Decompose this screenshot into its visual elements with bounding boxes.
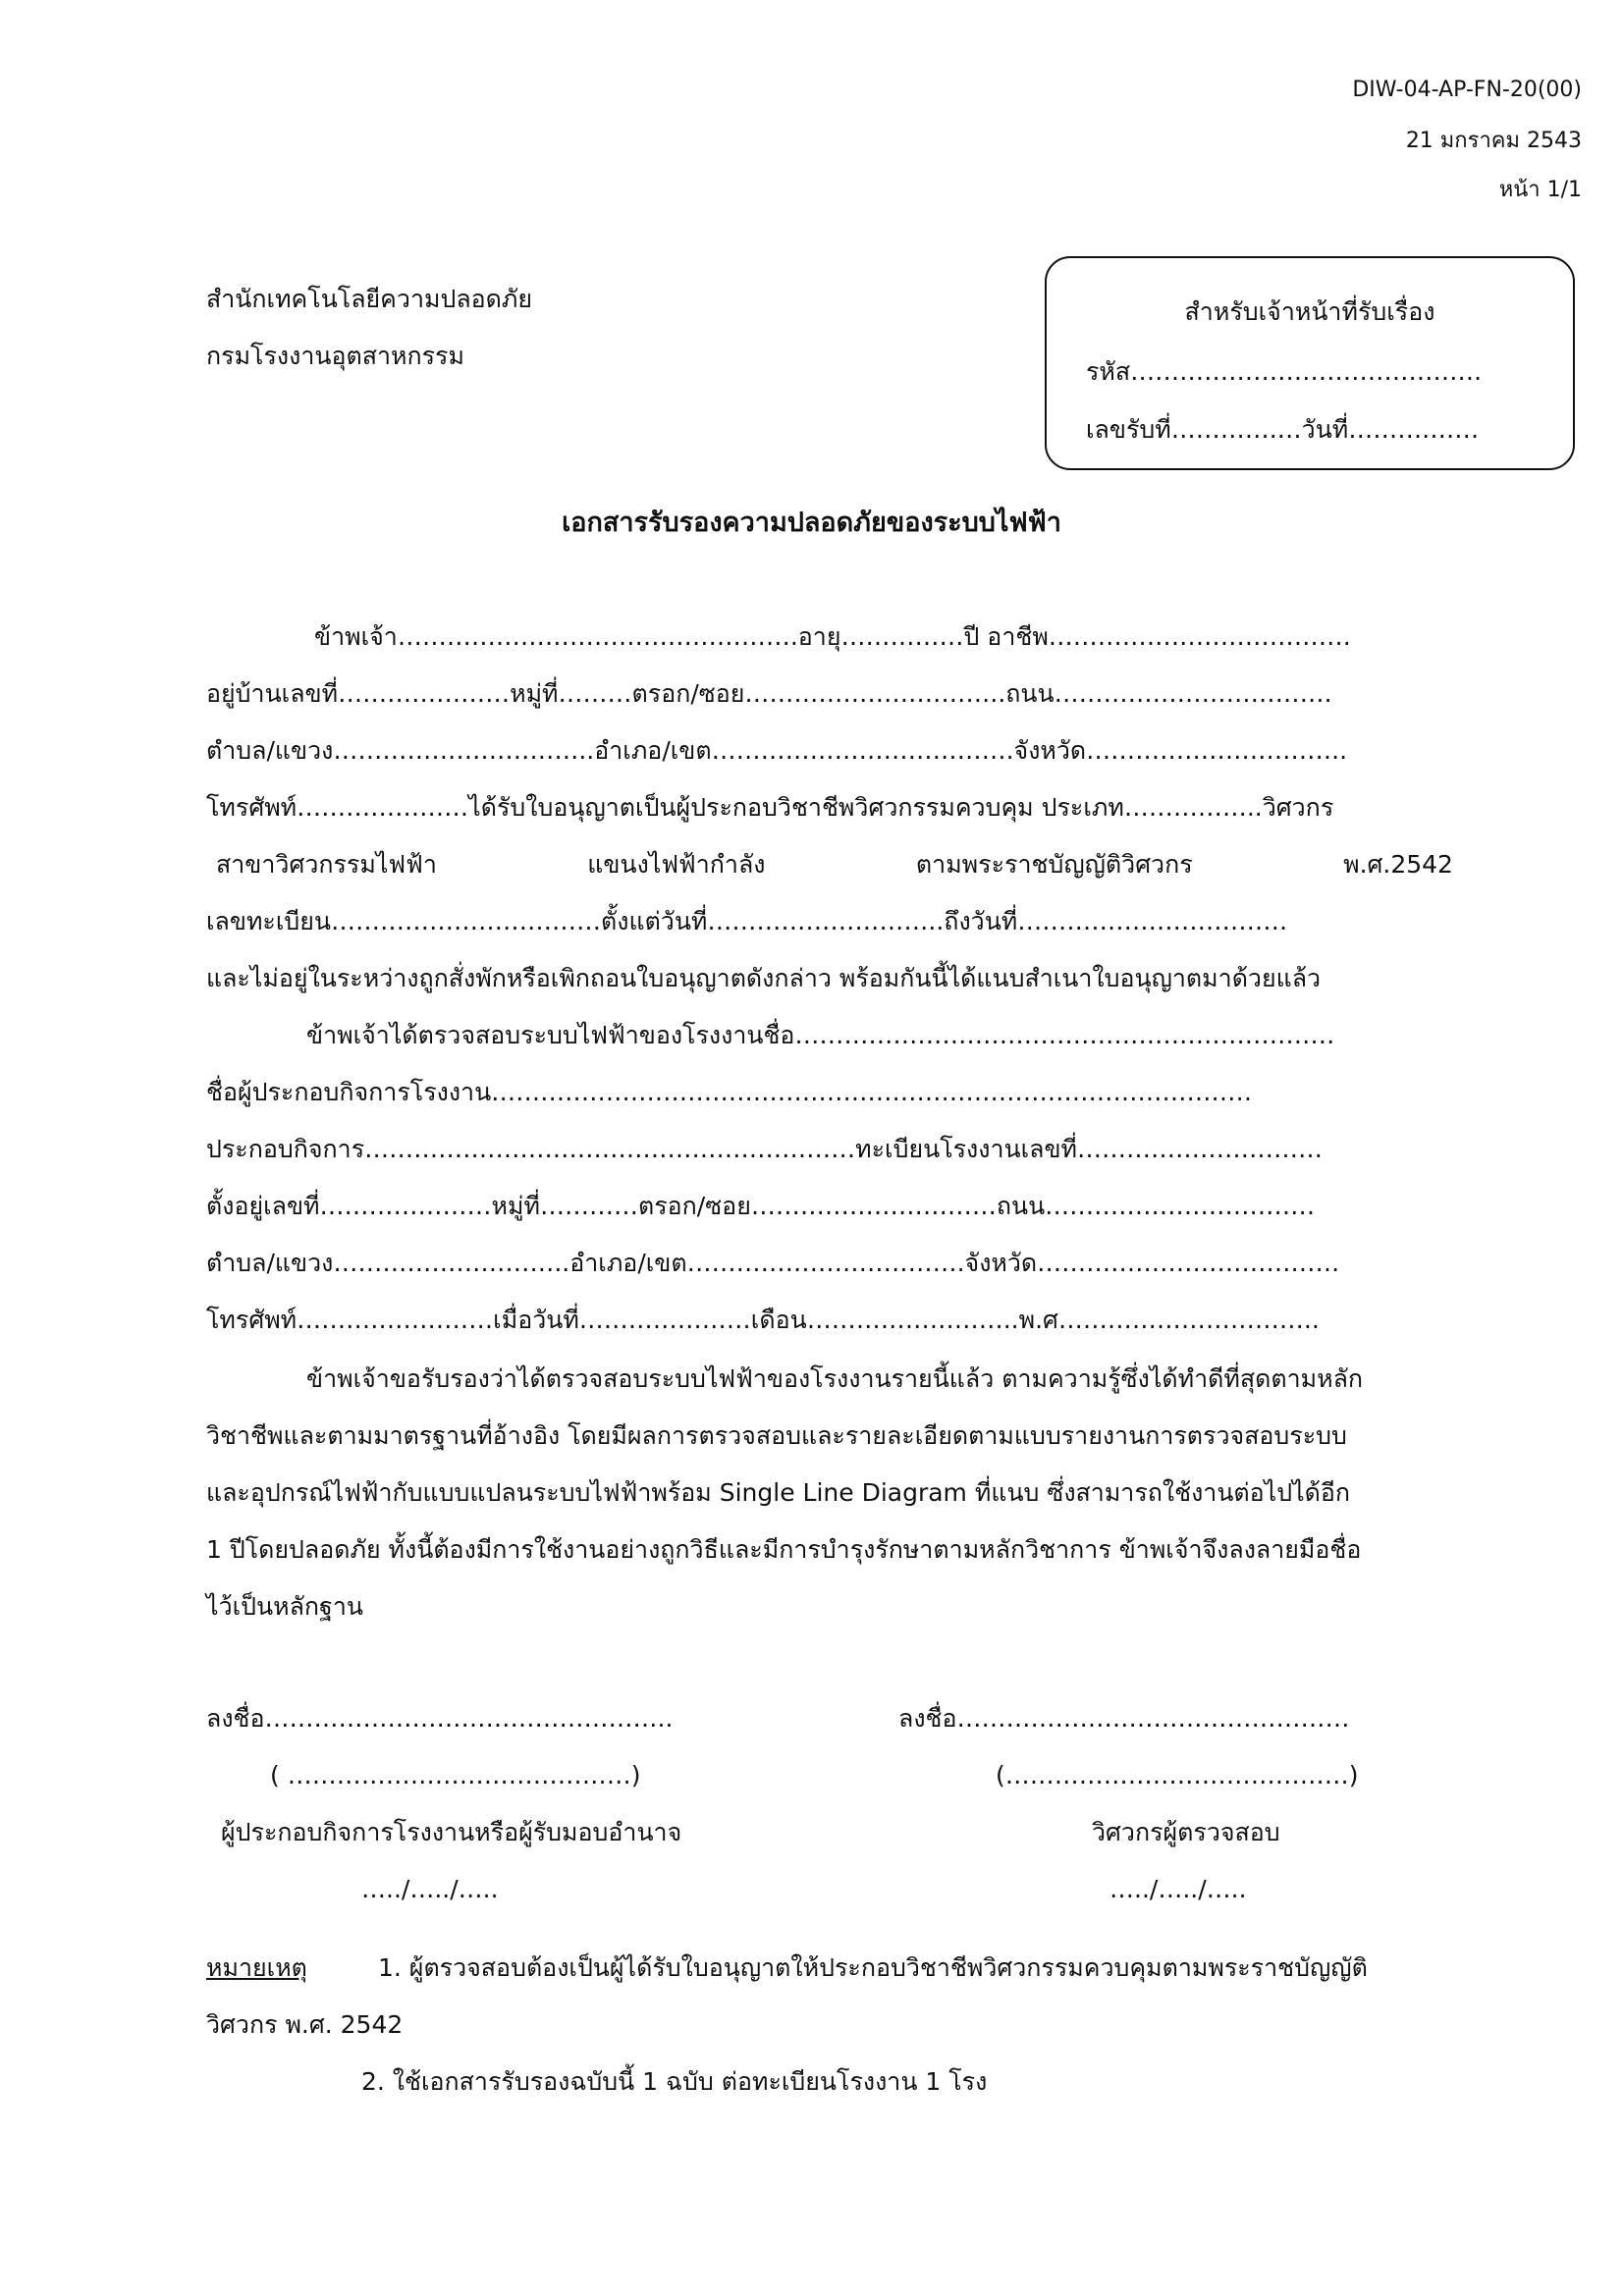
certification-paragraph-line-3: และอุปกรณ์ไฟฟ้ากับแบบแปลนระบบไฟฟ้าพร้อม Single Line Diagram ที่แนบ ซึ่งสามารถใช้งานต่อไปได้อีก — [206, 1478, 1351, 1507]
agency-department: กรมโรงงานอุตสาหกรรม — [206, 342, 464, 370]
operator-signature-line: ลงชื่อ………………………………………….. — [206, 1704, 674, 1733]
engineer-role: วิศวกรผู้ตรวจสอบ — [1092, 1818, 1280, 1846]
officer-box-title: สำหรับเจ้าหน้าที่รับเรื่อง — [1184, 297, 1435, 326]
factory-district-line: ตำบล/แขวง………………………..อำเภอ/เขต…………………………….จังหวัด………………………………. — [206, 1249, 1340, 1277]
officer-receipt-field: เลขรับที่………….…วันที่……….…… — [1086, 415, 1480, 444]
inspection-date-line: โทรศัพท์……………………เมื่อวันที่…………………เดือน……………………..พ.ศ………………………….. — [206, 1306, 1320, 1334]
officer-code-field: รหัส……………………………………. — [1086, 357, 1483, 386]
note-1: 1. ผู้ตรวจสอบต้องเป็นผู้ได้รับใบอนุญาตให้ประกอบวิชาชีพวิศวกรรมควบคุมตามพระราชบัญญัติ — [378, 1953, 1368, 1982]
operator-name-parentheses: ( ……………………………………) — [270, 1761, 641, 1789]
certification-paragraph-line-1: ข้าพเจ้าขอรับรองว่าได้ตรวจสอบระบบไฟฟ้าของโรงงานรายนี้แล้ว ตามความรู้ซึ่งได้ทำดีที่สุดตามหลัก — [306, 1364, 1364, 1393]
district-line: ตำบล/แขวง…………………………..อำเภอ/เขต……………………………….จังหวัด………………………….. — [206, 736, 1348, 765]
note-2: 2. ใช้เอกสารรับรองฉบับนี้ 1 ฉบับ ต่อทะเบียนโรงงาน 1 โรง — [361, 2067, 988, 2096]
page-title: เอกสารรับรองความปลอดภัยของระบบไฟฟ้า — [562, 507, 1061, 538]
license-line: โทรศัพท์…………………ได้รับใบอนุญาตเป็นผู้ประกอบวิชาชีพวิศวกรรมควบคุม ประเภท……………..วิศวกร — [206, 793, 1334, 822]
certification-paragraph-line-4: 1 ปีโดยปลอดภัย ทั้งนี้ต้องมีการใช้งานอย่างถูกวิธีและมีการบำรุงรักษาตามหลักวิชาการ ข้าพเจ้าจึงลงลายมือชื่อ — [206, 1535, 1362, 1564]
note-1-continued: วิศวกร พ.ศ. 2542 — [206, 2010, 404, 2039]
page-number: หน้า 1/1 — [1498, 178, 1582, 202]
act-year-field: พ.ศ.2542 — [1343, 850, 1453, 879]
sub-branch-field: แขนงไฟฟ้ากำลัง — [587, 850, 766, 879]
engineer-signature-line: ลงชื่อ………………………………………… — [898, 1704, 1350, 1733]
factory-name-line: ข้าพเจ้าได้ตรวจสอบระบบไฟฟ้าของโรงงานชื่อ………………………………………………………… — [306, 1021, 1335, 1049]
license-status-line: และไม่อยู่ในระหว่างถูกสั่งพักหรือเพิกถอนใบอนุญาตดังกล่าว พร้อมกันนี้ได้แนบสำเนาใบอนุญาตมาด้วยแล้ว — [206, 964, 1322, 992]
notes-label: หมายเหตุ — [206, 1953, 307, 1982]
act-field: ตามพระราชบัญญัติวิศวกร — [915, 850, 1193, 879]
agency-office: สำนักเทคโนโลยีความปลอดภัย — [206, 285, 533, 313]
declarant-line: ข้าพเจ้า………………………………………….อายุ……………ปี อาชีพ………………………………. — [314, 622, 1351, 651]
operator-role: ผู้ประกอบกิจการโรงงานหรือผู้รับมอบอำนาจ — [221, 1818, 682, 1846]
engineer-name-parentheses: (……………………………………) — [996, 1761, 1359, 1789]
certification-paragraph-line-5: ไว้เป็นหลักฐาน — [206, 1592, 363, 1621]
address-line: อยู่บ้านเลขที่…………………หมู่ที่………ตรอก/ซอย…………………………..ถนน……………………………. — [206, 679, 1332, 708]
document-code: DIW-04-AP-FN-20(00) — [1352, 78, 1582, 102]
operator-name-line: ชื่อผู้ประกอบกิจการโรงงาน………………………………………………………………………………… — [206, 1078, 1253, 1106]
operator-sign-date: …../…../….. — [361, 1875, 499, 1903]
business-line: ประกอบกิจการ……………………………………………………ทะเบียนโรงงานเลขที่………………………… — [206, 1135, 1324, 1163]
document-date: 21 มกราคม 2543 — [1405, 129, 1582, 153]
factory-address-line: ตั้งอยู่เลขที่…………………หมู่ที่…………ตรอก/ซอย…………………………ถนน…………………………… — [206, 1192, 1316, 1220]
registration-line: เลขทะเบียน……………………………ตั้งแต่วันที่………………………..ถึงวันที่…………………………… — [206, 907, 1288, 935]
officer-use-box — [1045, 256, 1575, 470]
engineer-sign-date: …../…../….. — [1109, 1875, 1247, 1903]
certification-paragraph-line-2: วิชาชีพและตามมาตรฐานที่อ้างอิง โดยมีผลการตรวจสอบและรายละเอียดตามแบบรายงานการตรวจสอบระบบ — [206, 1421, 1347, 1450]
branch-field: สาขาวิศวกรรมไฟฟ้า — [216, 850, 437, 879]
engineering-branch-line — [216, 848, 1453, 881]
